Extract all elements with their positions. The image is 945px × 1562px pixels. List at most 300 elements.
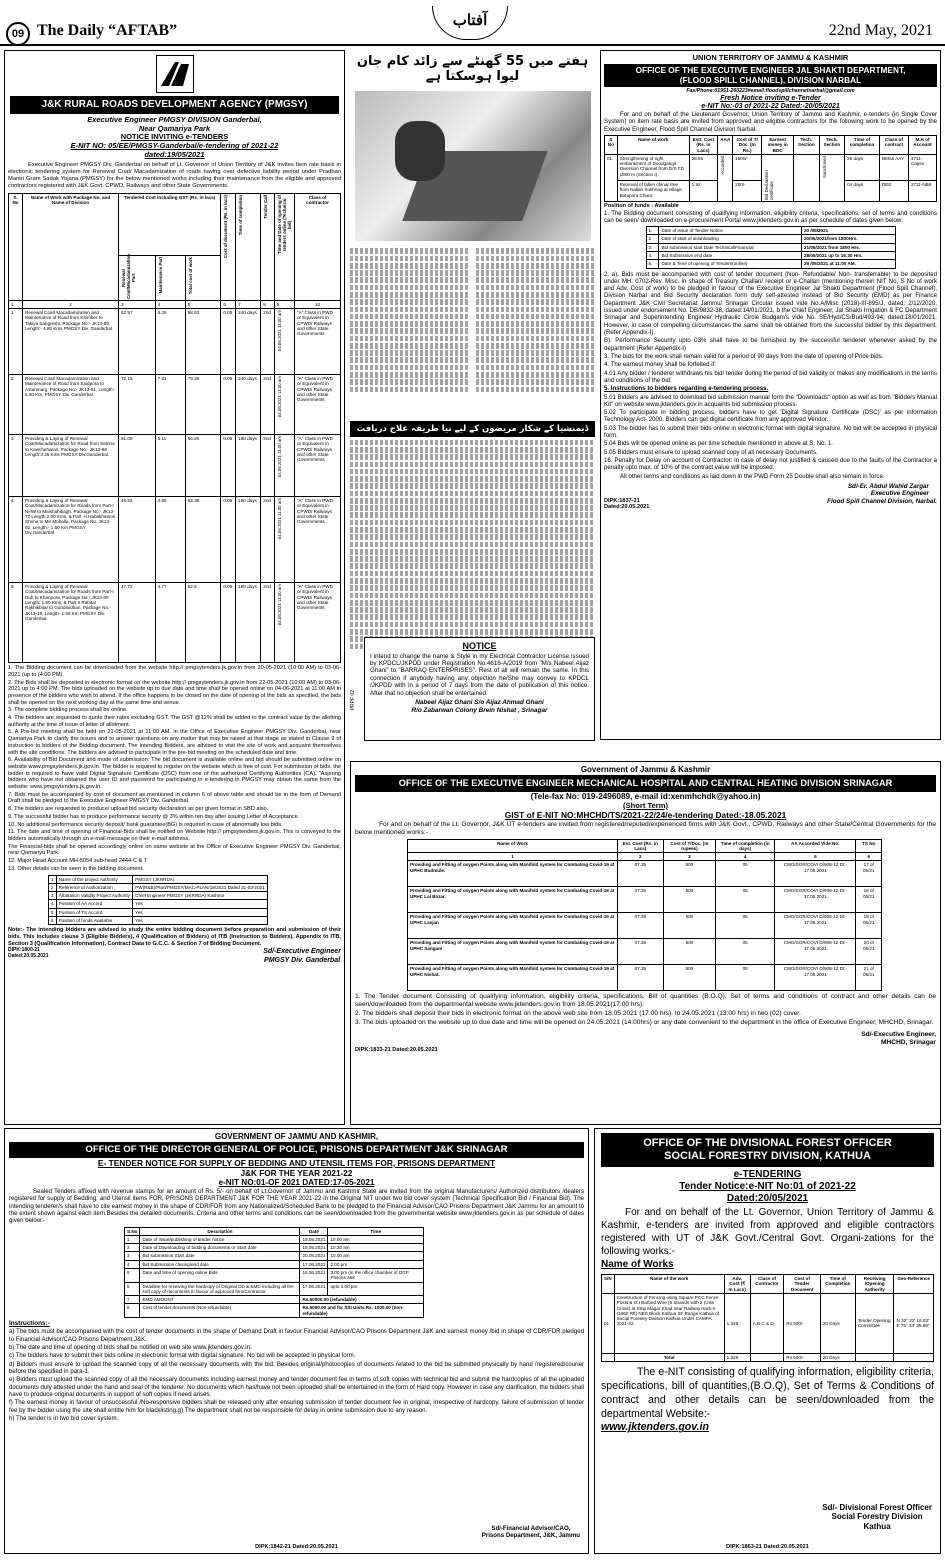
th: Time of completion	[845, 135, 880, 154]
mh-gov: Government of Jammu & Kashmir	[580, 765, 711, 774]
cell: 07.35	[618, 887, 664, 913]
clause: The Financial-bids shall be opened accordingly online on same website at the Office of Executive Engineer PMGSY Div. Ganderbal, near Qamariya Park.	[8, 843, 341, 857]
mh-p3: 3. The bids uploaded on the website up to due date and time will be opened on 24.05.2021 (14:00hrs) or any date convenient to the department in the office of Executive Engineer, MHCHD, Srinagar.	[355, 1019, 934, 1027]
cell: 01	[602, 1293, 615, 1353]
fo-sign2: Social Forestry Division	[831, 1512, 923, 1522]
th-renewal-text: Renewal Coat/Macadamization Part	[121, 253, 137, 299]
table-row	[49, 900, 268, 908]
pr-enit: e-NIT NO:01-OF 2021 DATED:17-05-2021	[218, 1178, 375, 1188]
clause: 4. The bidders are requested to quote their rates excluding GST. The GST @12% shall be added to the contract value by the allotting authority at the time of issue of letter of allotment.	[8, 715, 341, 728]
cell-no: 5	[9, 583, 23, 663]
cell: 500	[663, 861, 715, 887]
cell: CMO/SGR/COVI D/908-12 Dt:- 17.05.2021	[775, 861, 856, 887]
pmgsy-note: Note:- The intending bidders are advised to study the entire bidding document before preparation and submission of their bids. This includes clause 3 (Eligible Bidders), 4 (Qualification of Bidders) of ITB (Instruction to Bidders), Appendix to ITB, Section 3 (Qualification Information), Contract Data to G.C.C. & Section 7 of Bidding Document.	[8, 927, 341, 947]
mh-dipk: DIPK:1833-21 Dated:20.05.2021	[355, 1046, 438, 1053]
cell: 4711- Capex	[908, 154, 936, 180]
clause: 1. The Bidding document can be downloaded from the website http:// pmgsytenders.jk.gov.in from 20-05-2021 (10:00 AM) to 03-06-2021 (up to (4:00 PM).	[8, 665, 341, 678]
cell: Providing and Fitting of oxygen Points along with Manifold system for Combating Covid-19 at UPHC Budmule.	[408, 861, 618, 887]
js-fresh: Fresh Notice inviting e-Tender	[720, 94, 821, 102]
cell: 05	[716, 887, 775, 913]
cell: CMO/SGR/COVI D/908-12 Dt:- 17.05.2021	[775, 913, 856, 939]
cell: 18.05.2021	[300, 1235, 328, 1243]
fo-intro: For and on behalf of the Lt. Governor, Union Territory of Jammu & Kashmir, e-tenders are invited from approved and eligible contractors registered with UT of J&K Govt./Central Govt. Organi-zations for the following works:-	[601, 1207, 934, 1258]
pmgsy-agency-title: J&K RURAL ROADS DEVELOPMENT AGENCY (PMGSY)	[10, 96, 339, 114]
cell-a: 72.15	[119, 375, 156, 435]
js-schedule-table	[646, 226, 896, 268]
js-p5: 5. Instructions to bidders regarding e-tendering process.	[604, 385, 769, 393]
cell: Date of Downloading of bidding documents or Start date	[140, 1244, 300, 1252]
clause: 6. Availability of Bid Document and mode of submission: The bid document is available online and bid should be submitted online on website www.pmgsytenders.jk.gov.in. The bidder is required to register on the website which is free of cost. For submission of bids, the bidder is required to have valid Digital Signature Certificate (DSC) from one of the authorized Certifying Authorities (CA). "Aspiring bidders who have not obtained the user ID and password for participating in e-tendering in PMGSY may obtain the same from the website: www.pmgsytenders.jk.gov.in.	[8, 757, 341, 791]
cell: Date and time of opening online Bids	[140, 1268, 300, 1282]
js-office-banner	[604, 64, 937, 88]
mh-short: (Short Term)	[623, 800, 668, 810]
fo-works-table	[601, 1274, 934, 1362]
num-cell: 3	[119, 300, 156, 308]
cell-f: 2nd	[261, 375, 274, 435]
th: Date	[300, 1227, 328, 1235]
fo-dipk: DIPK:1863-21 Dated:20.05.2021	[726, 1544, 809, 1551]
th-time-text: Time of completion	[238, 194, 244, 235]
pr-sign2: Prisons Department, J&K, Jammu	[481, 1531, 580, 1539]
cell: 4	[49, 900, 57, 908]
cell: Chief Engineer PMGSY (JKRRDA) Kashmir	[133, 892, 268, 900]
js-p501: 5.01 Bidders are advised to download bid submission manual form the "Downloads" option as well as from "Bidders Manual Kit" on website www.jktenders.gov.in acquaints bid submission process.	[604, 393, 937, 408]
cell: 3.	[646, 243, 659, 251]
cell-b: 4.85	[155, 497, 185, 583]
cell-f: 2nd	[261, 583, 274, 663]
cell: Date of issue of Tender Notice	[659, 227, 801, 235]
cell: EMD AMOUNT	[140, 1296, 300, 1304]
cell: PMGSY (JKRRDA)	[133, 875, 268, 883]
cell: DEE	[879, 181, 908, 202]
urdu-news-column	[350, 50, 595, 670]
js-contact: Fax/Phone:01951-260223#email:floodspillchannelnarbal@gmail.com	[686, 88, 855, 95]
js-funds: Position of funds : Available	[604, 202, 679, 209]
th: S/N	[602, 1275, 615, 1294]
cell: 3.00 pm (in the office chamber of DGP Prisons J&K	[328, 1268, 424, 1282]
cell-text: Bid Declaration certificate	[764, 170, 775, 200]
pmgsy-notice-heading: NOTICE INVITING e-TENDERS	[120, 132, 229, 142]
js-office2: (FLOOD SPILL CHANNEL), DIVISION NARBAL	[679, 74, 862, 85]
th-cost-group: Tendered Cost including GST (Rs. in lacs)	[119, 193, 221, 255]
pmgsy-dipk: DIPK:1800-21	[8, 947, 40, 954]
cell: 20 /05/2021	[801, 227, 895, 235]
cell: 04 days	[845, 181, 880, 202]
table-row	[125, 1260, 424, 1268]
clause: 13. Other details can be seen in the bidding document.	[8, 865, 144, 872]
cell-d: 0.05	[221, 435, 236, 497]
side-code: PRPF 02	[350, 690, 356, 711]
cell: 5	[49, 908, 57, 916]
cell: 8	[125, 1304, 140, 1318]
th: Time of Completion	[820, 1275, 855, 1294]
page-header	[0, 0, 945, 42]
th-total-text: Total cost of work	[187, 256, 193, 295]
masthead-text: آفتاب	[452, 12, 488, 29]
th-doc-cost	[221, 193, 236, 300]
js-p16: 16. Penalty for Delay on account of Contractor: in case of delay not justified & caused due to the faults of the Contractor a penalty upto max. of 10% of the contract value will be imposed.	[604, 457, 937, 472]
cell: 2711-NBK	[908, 181, 936, 202]
th: Est. Cost (Rs. in Lacs)	[618, 839, 664, 853]
cell: 21 of 05/21	[856, 965, 882, 991]
table-row	[125, 1244, 424, 1252]
newspaper-name: The Daily “AFTAB”	[37, 22, 178, 39]
pmgsy-office: Executive Engineer PMGSY DIVISION Ganderbal,	[87, 114, 262, 124]
urdu-headline: ہفتے میں 55 گھنٹے سے زائد کام جان لیوا ہوسکتا ہے	[356, 54, 589, 85]
table-row	[646, 260, 895, 268]
th: Adv. Cost (₹ In Lacs)	[724, 1275, 750, 1294]
cell: Rs.500/-	[784, 1293, 820, 1353]
cell: 500	[663, 965, 715, 991]
cell: Tender Opening Committee	[855, 1293, 894, 1353]
cell-g-text: 04.06.2021 11.00 am	[276, 376, 282, 418]
th: Time	[328, 1227, 424, 1235]
cell: 3	[125, 1252, 140, 1260]
fo-sign1: Sd/- Divisional Forest Officer	[822, 1502, 932, 1512]
cell: 07.35	[618, 913, 664, 939]
cell: Yes	[133, 916, 268, 924]
issue-date: 22nd May, 2021	[828, 22, 933, 39]
notice-title: NOTICE	[462, 641, 497, 651]
cell-f: 2nd	[261, 309, 274, 375]
mh-p2: 2. The bidders shall deposit their bids in electronic format on the above web site from 18.05.2021 (17.00 hrs). to 24.05.2021 (13:00 hrs) in two (02) cover.	[355, 1010, 801, 1018]
th: TS No	[856, 839, 882, 853]
js-works-table	[604, 135, 937, 202]
cell: 18.05.2021	[300, 1244, 328, 1252]
cell-c: 56.20	[185, 435, 221, 497]
urdu-article-text	[350, 247, 595, 417]
table-row	[49, 892, 268, 900]
cell: Rs.500/-	[784, 1353, 820, 1361]
cell: 07.35	[618, 939, 664, 965]
cell: 20.05.2021	[300, 1252, 328, 1260]
fo-office-banner	[601, 1133, 934, 1167]
cell-a: 47.72	[119, 583, 156, 663]
num-cell: 9	[274, 300, 294, 308]
cell: 25 days	[845, 154, 880, 180]
js-p3: 3. The bids for the work shall remain valid for a period of 90 days from the date of opening of Price bids.	[604, 352, 884, 360]
cell-b: 6.26	[155, 309, 185, 375]
mh-gist: GIST of E-NIT NO:MHCHD/TS/2021-22/24/e-tendering Dated:-18.05.2021	[504, 809, 787, 820]
cell-f: 2nd	[261, 435, 274, 497]
js-p401: 4.01 Any bidder / tenderer withdraws his bid/ tender during the period of bid validity or makes any modifications in the terms and conditions of the bid.	[604, 369, 937, 384]
cell: 1.328	[724, 1293, 750, 1353]
cell-work: Providing & Laying of Renewal Coat/Macadamization for Roads from Part-I Dub to Khanpora, Package No:- JK13-80 Length: 1.90 Kms, & Part II Rabitar Rakhikbitar to Gundinidhan, Package No.- JK13-19, Length- 1.55 Km PMGSY Div. Ganderbal.	[23, 583, 119, 663]
th-opening-text: Time and Date of opening of tenders online (Technical bid)	[276, 195, 292, 255]
table-header	[408, 839, 882, 853]
cell: 1	[49, 875, 57, 883]
th: Geo-Reference	[894, 1275, 934, 1294]
cell-g-text: 04.06.2021 11.00 am	[276, 436, 282, 478]
js-p1: 1. The Bidding document consisting of qualifying information, eligibility criteria, specifications, set of terms and conditions can be seen/ downloaded on e-procurement Portal www.jktenders.gov.in as per schedule of dates given below:	[604, 209, 937, 224]
cell: 01.	[605, 154, 618, 201]
cell: 19 of 05/21	[856, 913, 882, 939]
cell: 1	[408, 853, 618, 861]
pr-ins: d) Bidders must ensure to upload the scanned copy of all the necessary documents with the bid. Besides original/photocopies of documents related to the bid be submitted physically by hand /registered/courier before the specified in para-1.	[9, 1360, 584, 1376]
cell: 1.92	[689, 181, 718, 202]
cell-work: Renewal Coat/ Macadamization and Maintenance of Road from Khimber to Takiya Sangreshi, Package No:- JK13-89, Length:- 4.80 Kms PMGSY Div. Ganderbal.	[23, 309, 119, 375]
js-office1: OFFICE OF THE EXECUTIVE ENGINEER JAL SHAKTI DEPARTMENT,	[635, 64, 906, 75]
cell: 6	[125, 1282, 140, 1296]
cell: 07.35	[618, 965, 664, 991]
num-cell: 10	[295, 300, 341, 308]
cell: 20 Days	[820, 1353, 855, 1361]
cell: 1.	[646, 227, 659, 235]
th: Cost of T/ Doc. (In Rs.)	[733, 135, 762, 154]
cell: BEE& AAY	[879, 154, 908, 180]
cell: Date & Time of opening of Tenders(online)	[659, 260, 801, 268]
cell-g	[274, 583, 294, 663]
cell: Rs.5000.00 and for SSI Units Rs. 1000.00 (non-refundable)	[300, 1304, 424, 1318]
th: Description	[140, 1227, 300, 1235]
pr-year: J&K FOR THE YEAR 2021-22	[240, 1168, 353, 1178]
cell: 17 of 05/21	[856, 861, 882, 887]
cell-a: 51.09	[119, 435, 156, 497]
th: AAA	[718, 135, 733, 154]
cell: 05	[716, 861, 775, 887]
th: Time of completion (in days)	[716, 839, 775, 853]
cell: 7	[125, 1296, 140, 1304]
cell: 17.06.2021	[300, 1260, 328, 1268]
js-p4: 4. The earnest money shall be forfeited if:	[604, 361, 717, 369]
th-opening	[274, 193, 294, 300]
pmgsy-dated: dated:19/05/2021	[144, 150, 205, 160]
cell-no: 4	[9, 497, 23, 583]
js-sign2: Executive Engineer	[870, 490, 929, 498]
num-cell: 8	[261, 300, 274, 308]
pr-tender: E- TENDER NOTICE FOR SUPPLY OF BEDDING AND UTENSIL ITEMS FOR, PRISONS DEPARTMENT	[97, 1157, 496, 1168]
table-row	[408, 939, 882, 965]
table-row	[9, 375, 341, 435]
cell: 2.	[646, 235, 659, 243]
mhchd-tender-ad	[350, 761, 941, 1125]
th: Cost of Tender Document	[784, 1275, 820, 1294]
th: Estt. Cost (Rs. in Lacs)	[689, 135, 718, 154]
cell: 29 /05/2021 at 11:00 AM.	[801, 260, 895, 268]
num-cell: 2	[23, 300, 119, 308]
cell: CMO/SGR/COVI D/908-12 Dt:- 17.05.2021	[775, 965, 856, 991]
cell: 20/05/2021from 1800Hrs.	[801, 235, 895, 243]
th: S No	[605, 135, 618, 154]
urdu-story2-title: ڈیمنشیا کے شکار مریضوں کے لیے نیا طریقہ علاج دریافت	[350, 421, 595, 437]
cell: 28/05/2021 up to 16:30 Hrs.	[801, 251, 895, 259]
cell: 2	[49, 883, 57, 891]
pr-office: OFFICE OF THE DIRECTOR GENERAL OF POLICE, PRISONS DEPARTMENT J&K SRINAGAR	[9, 1142, 584, 1157]
cell: Yes	[133, 900, 268, 908]
cell-h: "A" Class in PWD or Equivalent in CPWD/ Railways and other State Governments	[295, 497, 341, 583]
pr-schedule-table	[124, 1227, 424, 1318]
pmgsy-footer	[8, 948, 341, 965]
notice-address: R/o Zabarwan Colony Brein Nishat , Srinagar	[411, 706, 548, 714]
cell-h: "A" Class in PWD or Equivalent in CPWD/ Railways and other State Governments	[295, 309, 341, 375]
cell-e: 180 days	[236, 583, 261, 663]
table-row	[408, 965, 882, 991]
cell-text: Sanctioned	[821, 155, 827, 178]
clause: 10. No additional performance security deposit/ bank guarantee(BG) is required in case of abnormally low bids.	[8, 821, 283, 828]
table-header	[602, 1275, 934, 1294]
pmgsy-location: Near Qamariya Park	[138, 123, 211, 133]
js-p502: 5.02 To participate in bidding process, bidders have to get 'Digital Signature Certificate (DSC)' as per information Technology Act- 2000. Bidders can get digital certificate from any approved Vendor.	[604, 409, 937, 424]
pmgsy-logo	[156, 55, 194, 93]
th-work: Name of Work with Package No. and Name of Division	[23, 193, 119, 300]
fo-site[interactable]: www.jktenders.gov.in	[601, 1421, 709, 1434]
th: Name of work	[617, 135, 689, 154]
table-row	[49, 875, 268, 883]
pmgsy-sign1: Sd/-Executive Engineer	[263, 948, 341, 956]
pr-ins: a) The bids must be accompanied with the cost of tender documents in the shape of Demand Draft in favour Financial Advisor/CAO Prisons Department J&K and earnest money /bid in shape of CDR/FDR pledged to Financial Advisor/CAO Prisons Department J&K.	[9, 1328, 584, 1343]
cell: Position of TS Accord	[56, 908, 133, 916]
clause: 9. The successful bidder has to produce performance security @ 3% within ten day after issuing Letter of Acceptance.	[8, 813, 300, 820]
page-number	[6, 22, 30, 46]
pmgsy-works-table	[8, 193, 341, 663]
cell-g	[274, 375, 294, 435]
pr-ins: c) The bidders have to submit their bids online in electronic format with digital signature. No bid will be accepted in physical form.	[9, 1352, 356, 1360]
th: Name of Work	[408, 839, 618, 853]
cell: 6	[856, 853, 882, 861]
table-row	[125, 1268, 424, 1282]
cell: 18.06.2021	[300, 1268, 328, 1282]
cell-e: 240 days	[236, 309, 261, 375]
table-row	[9, 583, 341, 663]
cell-no: 2	[9, 375, 23, 435]
th: Cost of T/Doc. (In rupees)	[663, 839, 715, 853]
pr-gov: GOVERNMENT OF JAMMU AND KASHMIR,	[214, 1132, 379, 1141]
cell: 05	[716, 939, 775, 965]
cell: 20 Days	[820, 1293, 855, 1353]
header-rule	[0, 44, 945, 46]
cell: 05	[716, 913, 775, 939]
js-p505: 5.05 Bidders must ensure to upload scanned copy of all necessary Documents.	[604, 448, 818, 456]
th: Tech. Section	[819, 135, 845, 154]
cell: Position of funds Available	[56, 916, 133, 924]
pmgsy-sign2: PMGSY Div. Ganderbal	[264, 956, 341, 964]
cell: 5.	[646, 260, 659, 268]
cell-g-text: 04.06.2021 11.00 am	[276, 498, 282, 540]
js-enit: e-NIT No:-03 of 2021-22 Dated:-20/05/2021	[701, 102, 840, 110]
table-row	[646, 243, 895, 251]
js-sign1: Sd/-Er. Abdul Wahid Zargar	[847, 482, 929, 490]
cell: 3	[49, 892, 57, 900]
cell: 3	[663, 853, 715, 861]
table-row	[49, 908, 268, 916]
pr-sign1: Sd/-Financial Advisor/CAO,	[491, 1524, 571, 1532]
th: Earnest money in BDC	[762, 135, 794, 154]
cell: Construction of Fencing using Square PCC Fence Posts & G.I Barbed Wire (5 Strands with 2 Criss Cross) at Strip Magar Khad near Railway track-II (1660 Rft) NES Block Kathua SF Range Kathua of Social Forestry Division Kathua Under CAMPA 2021-22.	[614, 1293, 724, 1353]
cell: Deadline for receiving the hardcopy of Original DD & EMD including all the soft copy of documents in favour of approved firm/Contractor	[140, 1282, 300, 1296]
cell: CMO/SGR/COVI D/908-12 Dt:- 17.05.2021	[775, 887, 856, 913]
cell	[819, 154, 845, 201]
fo-etender: e-TENDERING	[733, 1168, 802, 1180]
th: S.No	[125, 1227, 140, 1235]
cell: 05	[716, 965, 775, 991]
th-call	[261, 193, 274, 300]
table-row	[49, 916, 268, 924]
cell: Bid submission start Date Technical/Financial	[659, 243, 801, 251]
table-number-row	[9, 300, 341, 308]
cell: Yes	[133, 908, 268, 916]
cell: Providing and Fitting of oxygen Points along with Manifold system for Combating Covid-19 at UPHC Lal Bazar.	[408, 887, 618, 913]
clause: 5. A Pre-bid meeting shall be held on 21-05-2021 at 11:00 AM. in the Office of Executive Engineer PMGSY Div. Ganderbal, near Qamariya Park to clarify the issues and to answer questions on any matter that may be raised at that stage as stated in Clause 9 of instruction to bidders of the Bidding document. The intending Bidders, are advised to visit the site of work and acquaint themselves with the site conditions. The bidders are advised to participate in the pre-bid meeting on the scheduled date and time.	[8, 729, 341, 756]
urdu-story2-text	[350, 440, 595, 650]
table-row	[49, 883, 268, 891]
js-footer-date: Dated:20.05.2021	[604, 504, 650, 511]
mh-works-table	[407, 839, 882, 992]
th-maint	[155, 255, 185, 300]
cell: 500	[663, 939, 715, 965]
th: Class of contract	[879, 135, 908, 154]
page-number-text: 09	[11, 28, 25, 40]
cell: upto 3.00 pm	[328, 1282, 424, 1296]
fo-signature	[822, 1503, 932, 1531]
th-class: Class of contractor	[295, 193, 341, 300]
cell: 2.00 pm	[328, 1260, 424, 1268]
table-row	[408, 861, 882, 887]
cell-b: 7.21	[155, 375, 185, 435]
cell: 10.00 am	[328, 1252, 424, 1260]
th-sno: S. No	[9, 193, 23, 300]
cell: CMO/SGR/COVI D/908-12 Dt:- 17.05.2021	[775, 939, 856, 965]
js-p2: 2. a). Bids must be accompanied with cost of tender document (Non- Refundable/ Non- transferrable) to be deposited under MH: 0702-Rev. Misc. in shape of Treasury Challan/ receipt or e-Challan (mentioning therein NIT No, S No of work and Adv. Cost of work) to be pledged in favour of the Executive Engineer Jal Shakti Department (Flood Spill Channel), Division Narbal and Bid Security declaration form duly self-attested instead of Bid Security (EMD) as per Finance Department J&K Civil Secretariat Jammu/ Srinagar Circular issued vide No.A/Misc (2018)-III-895/J, dated: 2/12/2020, issued under endorsement No. DB/9832-38, dated:14/01/2021, b the Chief Engineer, Jal Shakti Irrigation & FC Department Srinagar and Superintending Engineer Hydraulic Circle Budgam's vide No. SE/Hyd/CS/Bud/493-94, dated:18/01/2021. However, in case of compelling circumstances the same shall be obtained from the successful bidder by this department. (Refer Appendix-I).	[604, 270, 937, 337]
cell: 10.00 am	[328, 1235, 424, 1243]
pr-ins: e) Bidders must upload the scanned copy of all the necessary documents including earnest money and tender document fee in terms of soft copies with technical bid and submit the hardcopies of all the uploaded documents duly attested under the hand and seal of the tenderer. No documents which has/have not been uploaded shall be entertained in the form of Hard copy. However in case any clarification, the bidders shall have to produce original documents in support of soft copies if need arises.	[9, 1376, 584, 1398]
clause: 2. The Bids shall be deposited in electronic format on the website http:// pmgsytenders.jk.gov.in from 22-05-2021 (10:00 AM) to 03-06-2021 up to 4:00 PM. The bids uploaded on the website up to due date and time shall be opened online on 04-06-2021 at 11:00 AM in presence of the bidders who wish to attend. If the office happens to be closed on the date of opening of the bids as specified, the bids shall be opened on the next working day at the same time and venue.	[8, 679, 341, 706]
cell-c: 53.38	[185, 497, 221, 583]
cell: Date of start of downloading	[659, 235, 801, 243]
js-p503: 5.03 The bidder has to submit their bids online in electronic format with digital signature. No bid will be accepted in physical form.	[604, 424, 937, 440]
table-row	[602, 1353, 934, 1361]
cell	[718, 154, 733, 201]
pmgsy-intro: Executive Engineer PMGSY Div. Ganderbal on behalf of Lt. Governor of Union Territory of J&K invites Item rate basis in electronic tendering system for Renewal Coat/ Macadamization of roads having over defective liability period under Pradhan Mantri Gram Sadak Yojana (PMGSY) for the below mentioned works including their maintenance from the eligible and approved contractors registered with J&K Govt. CPWD, Railways and other State Governments.	[8, 162, 341, 189]
pr-ins: f) The earnest money in favour of unsuccessful /No-responsive bidders shall be released only after ensuring submission of tender document fee in original, irrespective of hardcopy, failure of submission of tender fee by the bidder using the site shall entitle him for blacklisting.g) The department shall not be responsible for delay in online submission due to any reason.	[9, 1399, 584, 1414]
cell: 10.30 am	[328, 1244, 424, 1252]
table-row	[9, 497, 341, 583]
th-time	[236, 193, 261, 300]
table-row	[605, 154, 937, 180]
th: Class of Contractor	[750, 1275, 784, 1294]
pmgsy-footer-date: Dated:20.05.2021	[8, 953, 49, 960]
cell-h: "A" Class in PWD or Equivalent in CPWD/ Railways and other State Governments	[295, 583, 341, 663]
mh-sign1: Sd/-Executive Engineer,	[861, 1031, 936, 1039]
clause: 11. The date and time of opening of Financial-Bids shall be notified on Website http:// pmgsytenders.jk.gov.in. This is conveyed to the bidders automatically through an e-mail message on their e-mail address.	[8, 829, 341, 842]
pr-signature	[482, 1525, 580, 1539]
th-call-text: Tender Call	[263, 194, 269, 219]
news-photo	[355, 91, 591, 241]
cell-work: Providing & Laying of Renewal Coat/Macadamization for Road from Satrina to Kawcheharan, Package No:- JK13-68 Length:3.35 Kms PMGSY Div.Ganderbal.	[23, 435, 119, 497]
th: Name of the work	[614, 1275, 724, 1294]
num-cell: 4	[155, 300, 185, 308]
cell: 4.	[646, 251, 659, 259]
mh-sign2: MHCHD, Srinagar	[881, 1038, 936, 1046]
table-row	[125, 1282, 424, 1296]
table-row	[646, 251, 895, 259]
cell-c: 68.83	[185, 309, 221, 375]
fo-now: Name of Works	[601, 1259, 674, 1271]
num-cell: 5	[185, 300, 221, 308]
cell: Strengthening of right embankment of Doodganga Diversion Channel from D/S FD 1800 m (Section I)	[617, 154, 689, 180]
fo-dated: Dated:20/05/2021	[726, 1192, 809, 1204]
cell: 18 of 05/21	[856, 887, 882, 913]
table-header	[125, 1227, 424, 1235]
notice-body: I intend to change the name & Style in my Electrical Contractor License issued by KPDCL/JKPDD under Registration No.4616-A/2019 from "M/s Nabeel Aijaz Ghani" to "BARRAQ ENTERPRISES". Rest of all will remain the same. In this connection if anybody having any objection he/She may convey to KPDCL /JKPDD with in a period of 7 days from the date of publication of this notice. After that no objection shall be entertained.	[370, 652, 589, 697]
pmgsy-enit: E-NIT NO: 05/EE/PMGSY-Ganderbal/e-tendering of 2021-22	[70, 141, 279, 151]
th: Tech. Section	[794, 135, 820, 154]
cell: A,B,C & D	[750, 1293, 784, 1353]
cell: Date of Issue/publishing of tender notice	[140, 1235, 300, 1243]
cell-c: 52.5	[185, 583, 221, 663]
cell: Providing and Fitting of oxygen Points along with Manifold system for Combating Covid-19 at UPHC Sangam	[408, 939, 618, 965]
table-row	[408, 913, 882, 939]
cell: Name of the project Authority	[56, 875, 133, 883]
